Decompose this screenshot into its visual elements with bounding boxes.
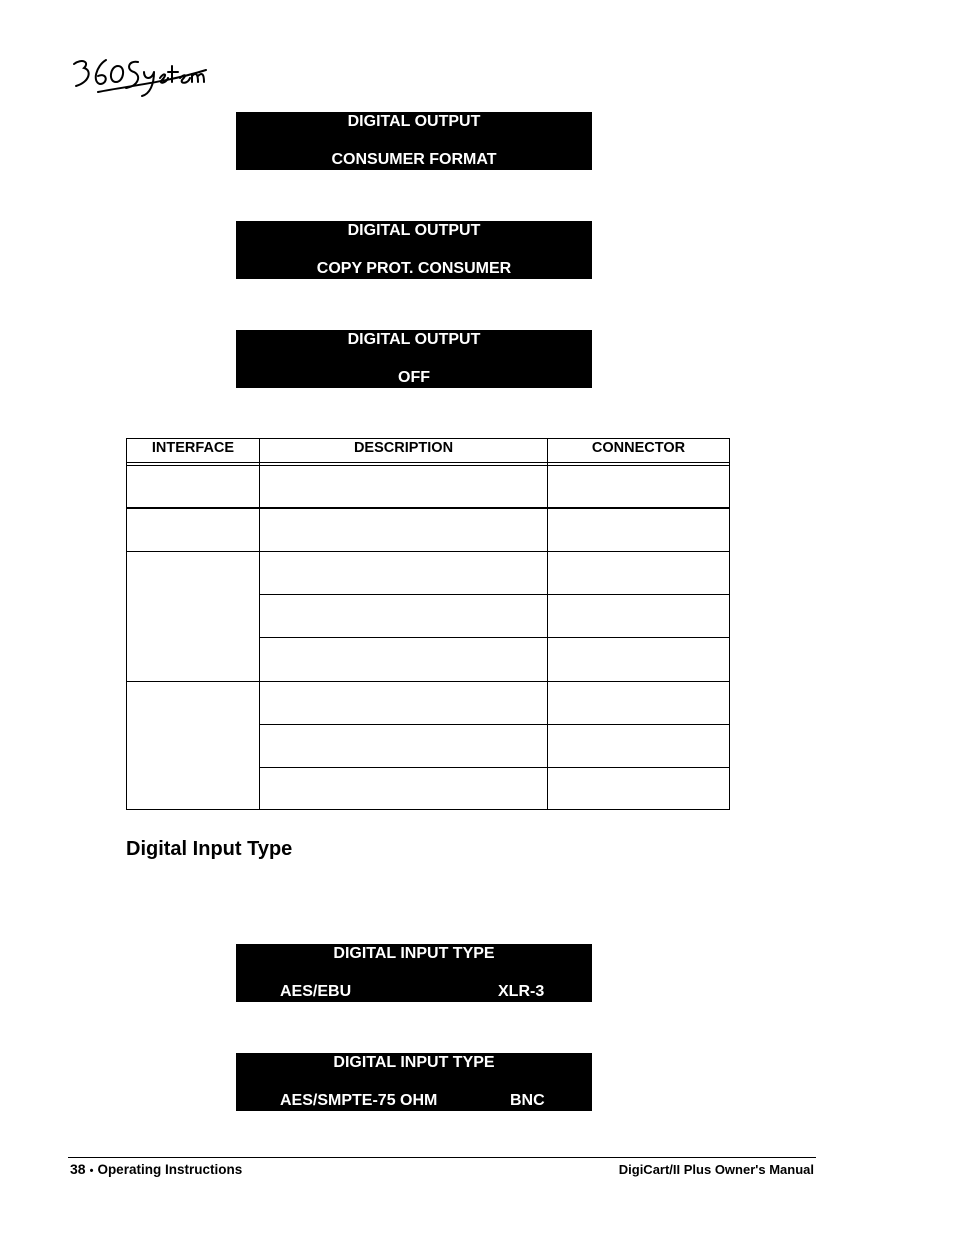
lcd-line-1: DIGITAL INPUT TYPE xyxy=(333,945,495,962)
lcd-display-off xyxy=(236,330,592,388)
table-column-divider xyxy=(259,438,260,810)
lcd-line-1: DIGITAL OUTPUT xyxy=(347,331,481,348)
table-header-connector: CONNECTOR xyxy=(591,440,686,456)
table-border-right xyxy=(729,438,730,810)
lcd-line-2-left: AES/SMPTE-75 OHM xyxy=(280,1092,438,1109)
360-systems-logo xyxy=(68,52,208,98)
table-border-left xyxy=(126,438,127,810)
bullet-separator: • xyxy=(89,1165,94,1177)
lcd-line-2-right: XLR-3 xyxy=(498,983,545,1000)
table-border-bottom xyxy=(126,809,730,810)
section-heading: Digital Input Type xyxy=(126,838,293,860)
table-row-divider xyxy=(126,507,730,509)
table-subrow-divider xyxy=(259,724,730,725)
lcd-display-aes-ebu xyxy=(236,944,592,1002)
lcd-line-1: DIGITAL OUTPUT xyxy=(347,113,481,130)
table-header-interface: INTERFACE xyxy=(151,440,235,456)
lcd-line-2: COPY PROT. CONSUMER xyxy=(316,260,512,277)
table-column-divider xyxy=(547,438,548,810)
lcd-line-1: DIGITAL INPUT TYPE xyxy=(333,1054,495,1071)
lcd-line-2: CONSUMER FORMAT xyxy=(331,151,497,168)
page-number: 38 xyxy=(70,1161,86,1177)
table-row-divider xyxy=(126,681,730,682)
lcd-display-aes-smpte xyxy=(236,1053,592,1111)
lcd-line-2: OFF xyxy=(398,369,430,386)
lcd-display-copy-prot-consumer xyxy=(236,221,592,279)
table-header-rule xyxy=(126,462,730,463)
table-subrow-divider xyxy=(259,594,730,595)
table-header-description: DESCRIPTION xyxy=(353,440,454,456)
table-border-top xyxy=(126,438,730,439)
lcd-display-consumer-format xyxy=(236,112,592,170)
footer-section: Operating Instructions xyxy=(97,1162,243,1177)
table-row-divider xyxy=(126,551,730,552)
lcd-line-2-left: AES/EBU xyxy=(280,983,352,1000)
footer-rule xyxy=(68,1157,816,1158)
table-header-rule xyxy=(126,465,730,466)
table-subrow-divider xyxy=(259,767,730,768)
table-subrow-divider xyxy=(259,637,730,638)
footer-manual-title: DigiCart/II Plus Owner's Manual xyxy=(618,1162,814,1177)
lcd-line-2-right: BNC xyxy=(510,1092,545,1109)
footer-left xyxy=(70,1161,242,1177)
lcd-line-1: DIGITAL OUTPUT xyxy=(347,222,481,239)
